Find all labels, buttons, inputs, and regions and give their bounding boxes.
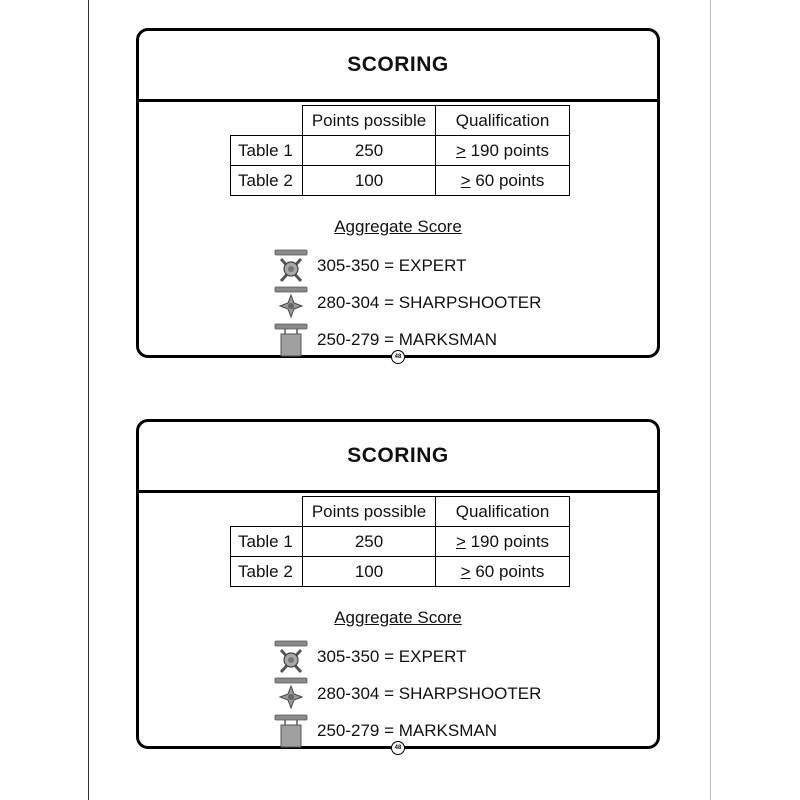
points-cell: 100 (303, 557, 436, 587)
card-title: SCORING (139, 422, 657, 493)
sharpshooter-badge-icon (273, 286, 309, 320)
sharpshooter-badge-icon (273, 677, 309, 711)
header-qualification: Qualification (436, 497, 570, 527)
level-marksman (273, 714, 497, 748)
blank-header-cell (231, 497, 303, 527)
blank-header-cell (231, 106, 303, 136)
level-text: 280-304 = SHARPSHOOTER (317, 684, 542, 703)
qualification-value: 190 points (465, 531, 550, 551)
ge-symbol: > (455, 140, 466, 160)
row-label: Table 2 (231, 166, 303, 196)
qualification-cell (436, 166, 570, 196)
row-label: Table 2 (231, 557, 303, 587)
header-qualification: Qualification (436, 106, 570, 136)
table-row (231, 136, 570, 166)
ge-symbol: > (455, 531, 466, 551)
table-header-row (231, 106, 570, 136)
ge-symbol: > (460, 561, 471, 581)
expert-badge-icon (273, 640, 309, 674)
level-text: 280-304 = SHARPSHOOTER (317, 293, 542, 312)
header-points-possible: Points possible (303, 497, 436, 527)
qualification-value: 60 points (470, 170, 545, 190)
page-number: 48 (391, 350, 405, 364)
header-points-possible: Points possible (303, 106, 436, 136)
qualification-value: 60 points (470, 561, 545, 581)
aggregate-score-title: Aggregate Score (334, 217, 462, 236)
qualification-value: 190 points (465, 140, 550, 160)
level-sharpshooter (273, 286, 541, 320)
table-row (231, 557, 570, 587)
table-header-row (231, 497, 570, 527)
level-text: 250-279 = MARKSMAN (317, 330, 497, 349)
points-cell: 100 (303, 166, 436, 196)
marksman-badge-icon (273, 714, 309, 748)
table-row (231, 166, 570, 196)
right-margin-rule (710, 0, 711, 800)
level-expert (273, 640, 466, 674)
scoring-table (230, 496, 570, 587)
expert-badge-icon (273, 249, 309, 283)
points-cell: 250 (303, 527, 436, 557)
aggregate-score-title: Aggregate Score (334, 608, 462, 627)
table-row (231, 527, 570, 557)
scoring-card (136, 419, 660, 749)
ge-symbol: > (460, 170, 471, 190)
qualification-cell (436, 527, 570, 557)
level-text: 305-350 = EXPERT (317, 256, 467, 275)
qualification-cell (436, 557, 570, 587)
marksman-badge-icon (273, 323, 309, 357)
row-label: Table 1 (231, 527, 303, 557)
points-cell: 250 (303, 136, 436, 166)
card-title: SCORING (139, 31, 657, 102)
page-number: 48 (391, 741, 405, 755)
level-marksman (273, 323, 497, 357)
level-text: 250-279 = MARKSMAN (317, 721, 497, 740)
level-text: 305-350 = EXPERT (317, 647, 467, 666)
left-margin-rule (88, 0, 89, 800)
scoring-table (230, 105, 570, 196)
qualification-cell (436, 136, 570, 166)
level-expert (273, 249, 466, 283)
level-sharpshooter (273, 677, 541, 711)
row-label: Table 1 (231, 136, 303, 166)
scoring-card (136, 28, 660, 358)
